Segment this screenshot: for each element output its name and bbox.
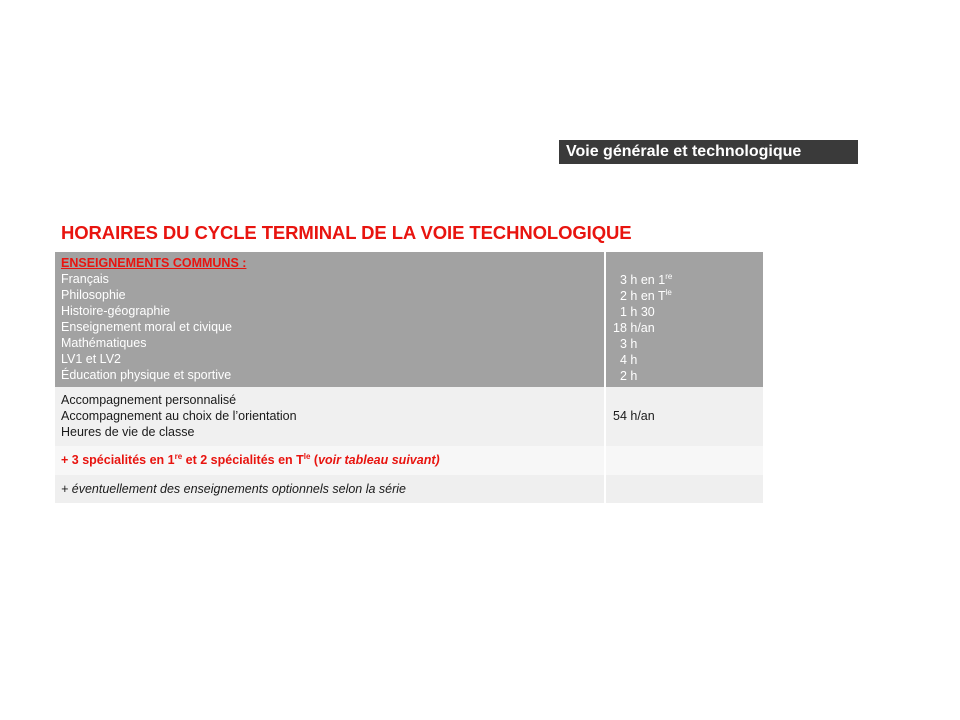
page-title: HORAIRES DU CYCLE TERMINAL DE LA VOIE TECHNOLOGIQUE xyxy=(61,222,632,243)
accompagnement-orientation: Accompagnement au choix de l’orientation xyxy=(61,409,297,423)
hours-francais: 3 h en 1re xyxy=(620,272,673,287)
hours-emc: 18 h/an xyxy=(613,321,655,335)
subject-emc: Enseignement moral et civique xyxy=(61,320,232,334)
accompagnement-cell xyxy=(55,387,604,446)
hours-eps: 2 h xyxy=(620,369,638,383)
options-row xyxy=(55,475,763,503)
common-header: ENSEIGNEMENTS COMMUNS : xyxy=(61,256,247,270)
hours-accompagnement: 54 h/an xyxy=(613,409,655,423)
voie-badge: Voie générale et technologique xyxy=(559,140,858,164)
specialites-row xyxy=(55,446,763,475)
accompagnement-personnalise: Accompagnement personnalisé xyxy=(61,393,237,407)
options-cell xyxy=(55,475,604,503)
subject-philosophie: Philosophie xyxy=(61,288,126,302)
common-subjects-row xyxy=(55,252,763,387)
subject-mathematiques: Mathématiques xyxy=(61,336,147,350)
common-subjects-cell xyxy=(55,252,604,387)
subject-eps: Éducation physique et sportive xyxy=(61,368,232,382)
specialites-hours-cell xyxy=(604,446,763,475)
subject-lv1-lv2: LV1 et LV2 xyxy=(61,352,121,366)
options-text: + éventuellement des enseignements optionnels selon la série xyxy=(61,482,407,496)
hours-table xyxy=(55,252,763,503)
specialites-cell xyxy=(55,446,604,475)
specialites-text: + 3 spécialités en 1re et 2 spécialités en $T^{le}$ (voir tableau suivant) xyxy=(61,452,440,467)
options-hours-cell xyxy=(604,475,763,503)
common-hours-cell xyxy=(604,252,763,387)
hours-philosophie: 2 h en $T^{le}$ xyxy=(620,288,672,303)
subject-histoire-geographie: Histoire-géographie xyxy=(61,304,171,318)
accompagnement-hours-cell xyxy=(604,387,763,446)
accompagnement-row xyxy=(55,387,763,446)
hours-lv1-lv2: 4 h xyxy=(620,353,638,367)
hours-histoire-geographie: 1 h 30 xyxy=(620,305,655,319)
heures-vie-classe: Heures de vie de classe xyxy=(61,425,195,439)
hours-mathematiques: 3 h xyxy=(620,337,638,351)
subject-francais: Français xyxy=(61,272,109,286)
